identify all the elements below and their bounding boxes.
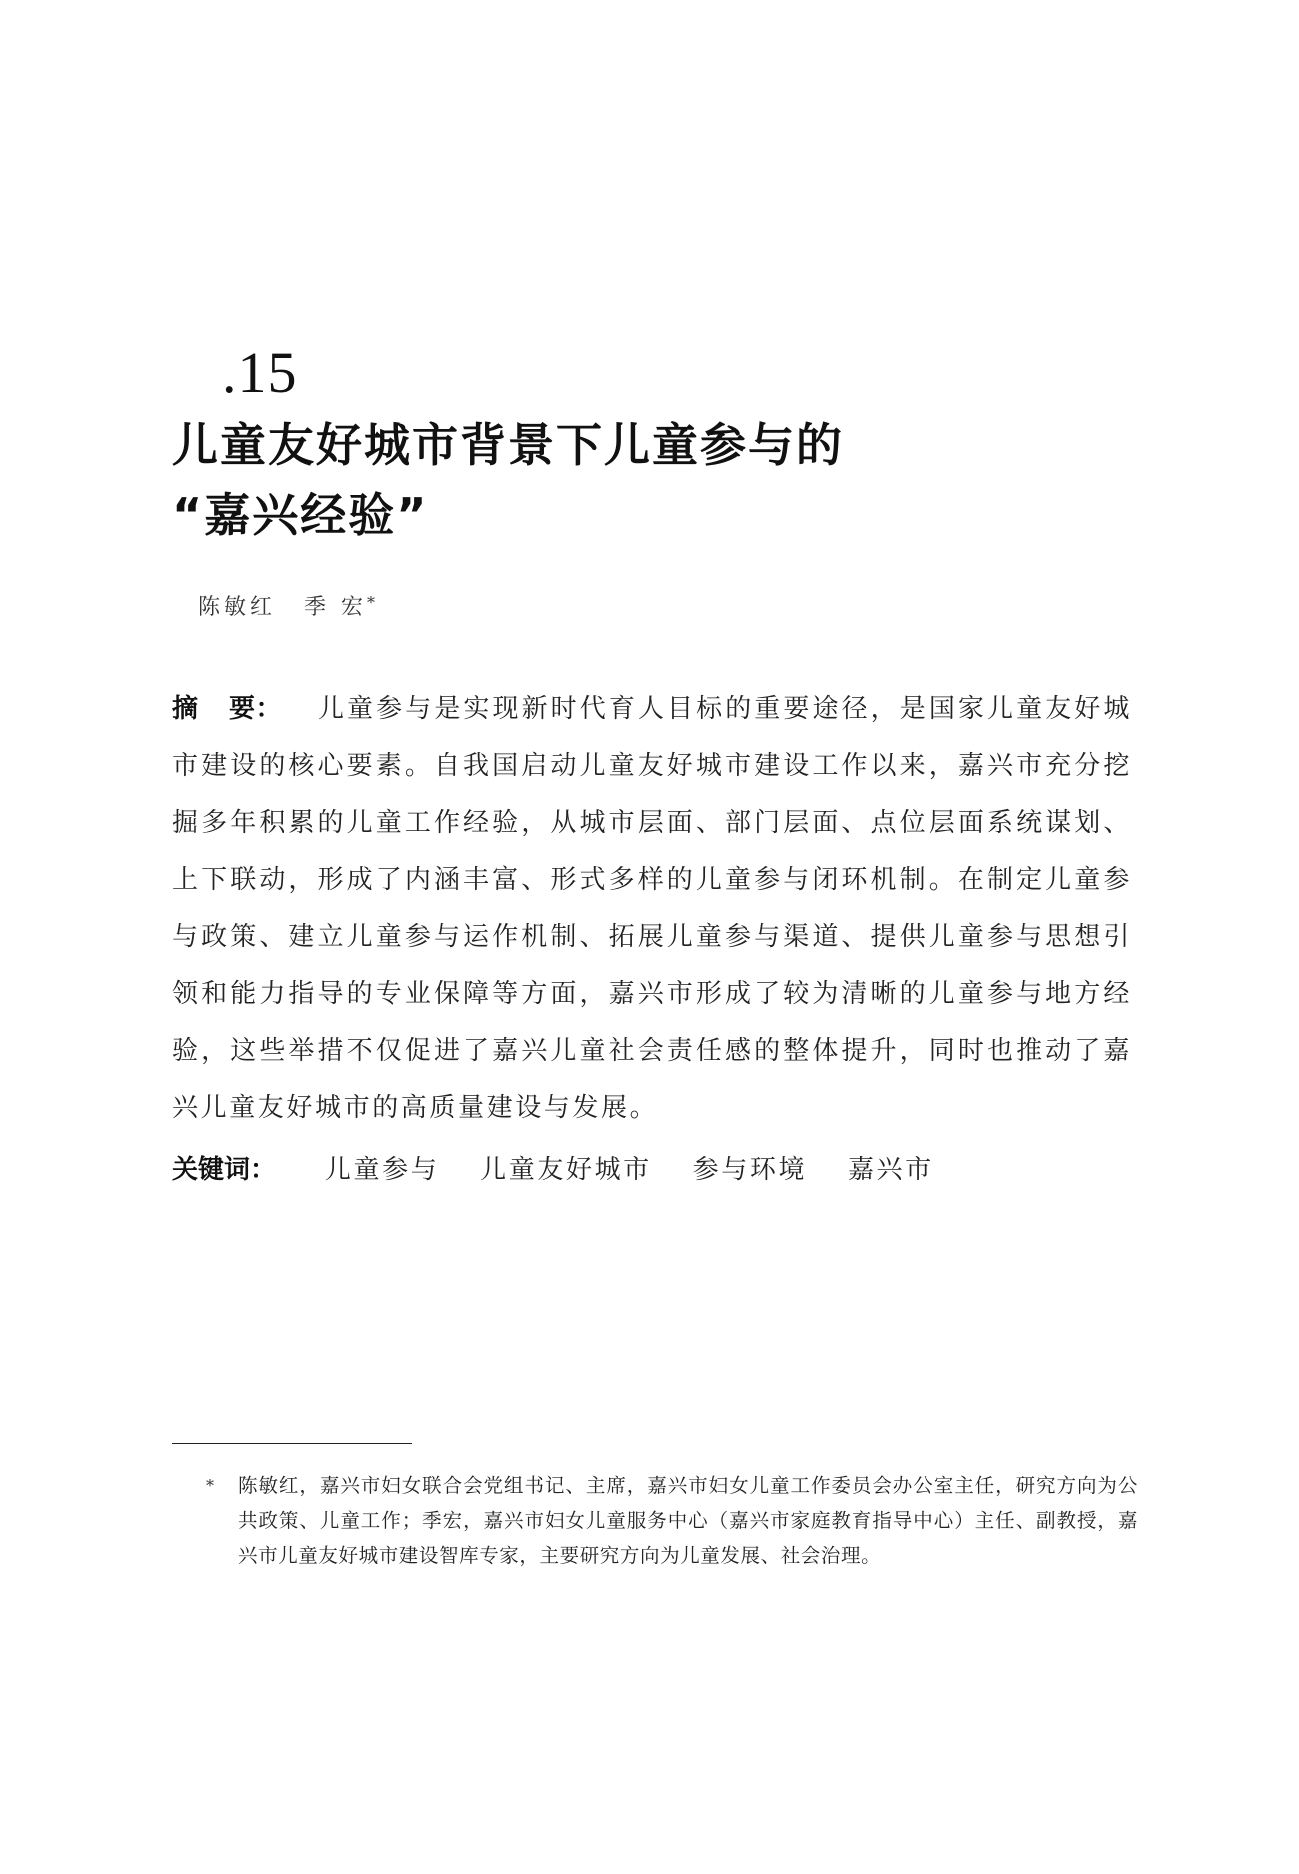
abstract [172, 681, 1132, 1137]
keywords-label: 关键词： [172, 1155, 277, 1185]
footnote [208, 1468, 1138, 1573]
abstract-label-part-1: 摘 [172, 694, 199, 724]
author-line [198, 585, 375, 626]
author-name-2: 季 宏 [304, 595, 368, 620]
keyword-item: 儿童参与 [324, 1155, 440, 1185]
chapter-number: .15 [222, 340, 298, 405]
keyword-item: 儿童友好城市 [480, 1155, 652, 1185]
footnote-marker: * [206, 1476, 215, 1495]
chapter-title-line-2: “嘉兴经验” [172, 488, 429, 542]
abstract-label [172, 694, 282, 724]
abstract-text: 儿童参与是实现新时代育人目标的重要途径，是国家儿童友好城市建设的核心要素。自我国启动儿童友好城市建设工作以来，嘉兴市充分挖掘多年积累的儿童工作经验，从城市层面、部门层面、点位层面系统谋划、上下联动，形成了内涵丰富、形式多样的儿童参与闭环机制。在制定儿童参与政策、建立儿童参与运作机制、拓展儿童参与渠道、提供儿童参与思想引领和能力指导的专业保障等方面，嘉兴市形成了较为清晰的儿童参与地方经验，这些举措不仅促进了嘉兴儿童社会责任感的整体提升，同时也推动了嘉兴儿童友好城市的高质量建设与发展。 [172, 694, 1132, 1123]
keyword-item: 参与环境 [692, 1155, 808, 1185]
keywords [172, 1148, 964, 1192]
footnote-text: 陈敏红，嘉兴市妇女联合会党组书记、主席，嘉兴市妇女儿童工作委员会办公室主任，研究方向为公共政策、儿童工作；季宏，嘉兴市妇女儿童服务中心（嘉兴市家庭教育指导中心）主任、副教授，嘉兴市儿童友好城市建设智库专家，主要研究方向为儿童发展、社会治理。 [238, 1474, 1138, 1567]
keyword-item: 嘉兴市 [847, 1155, 934, 1185]
chapter-title [172, 410, 1172, 550]
footnote-divider [172, 1443, 412, 1444]
author-name-1: 陈敏红 [198, 595, 277, 620]
chapter-title-line-1: 儿童友好城市背景下儿童参与的 [172, 418, 844, 472]
abstract-label-part-2: 要： [228, 694, 282, 724]
author-note-marker: * [367, 593, 376, 612]
